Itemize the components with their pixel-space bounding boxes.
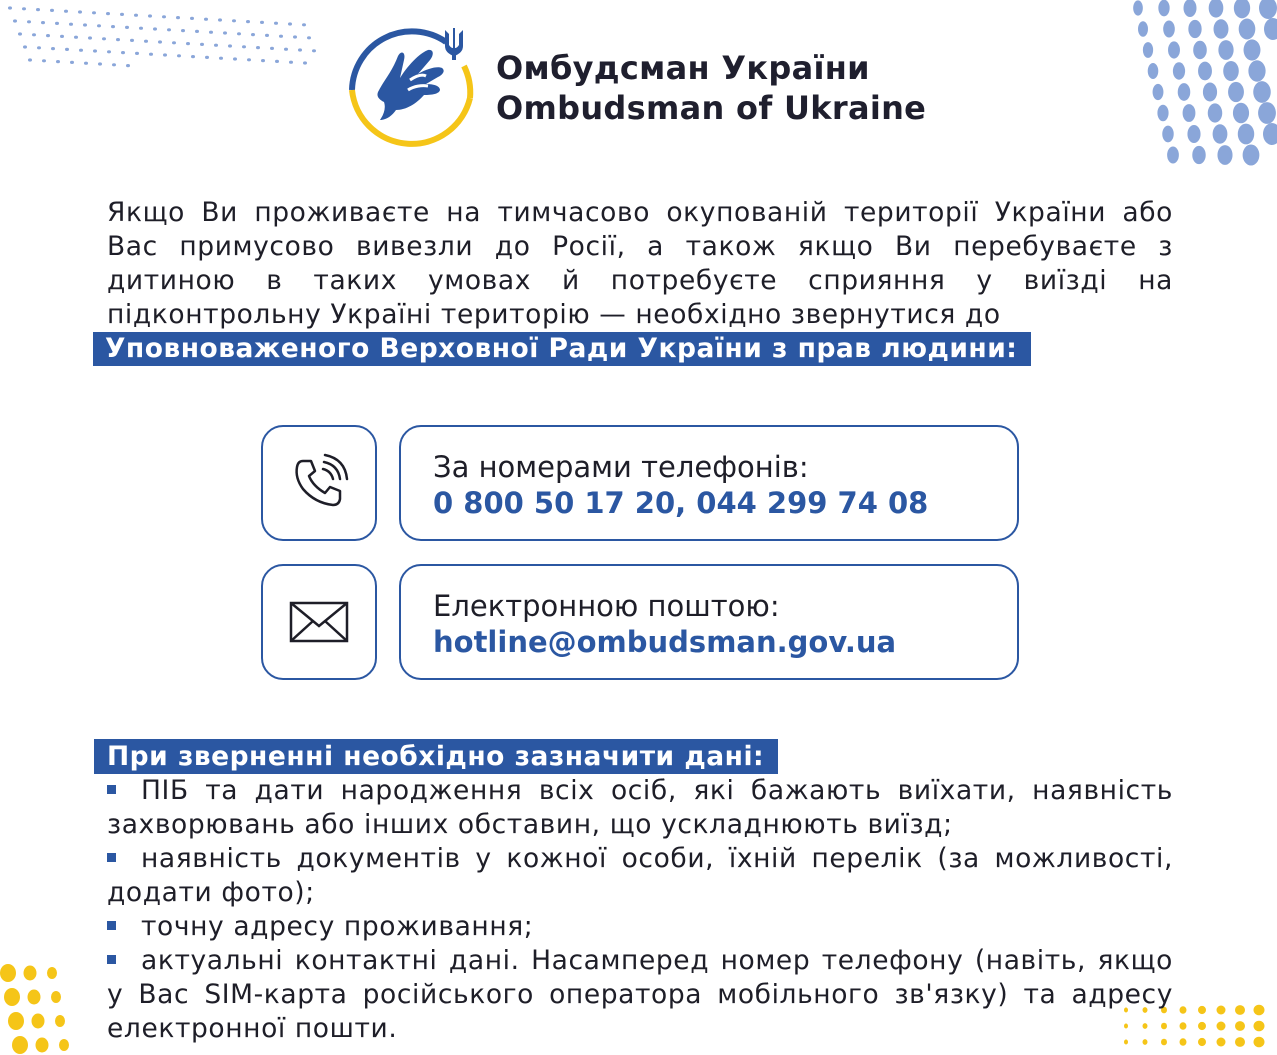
decorative-dots-top-left: [0, 0, 320, 70]
title-english: Ombudsman of Ukraine: [496, 89, 927, 127]
phone-numbers[interactable]: 0 800 50 17 20, 044 299 74 08: [433, 486, 929, 520]
requirements-list: [107, 774, 1173, 1046]
phone-label: За номерами телефонів:: [433, 450, 809, 484]
list-item: актуальні контактні дані. Насамперед номер телефону (навіть, якщо у Вас SIM-карта російського оператора мобільного зв'язку) та адресу електронної пошти.: [107, 945, 1173, 1044]
email-address[interactable]: hotline@ombudsman.gov.ua: [433, 625, 897, 659]
list-item: наявність документів у кожної особи, їхній перелік (за можливості, додати фото);: [107, 843, 1173, 908]
list-item: точну адресу проживання;: [107, 910, 1173, 944]
bullet-square-icon: [107, 921, 116, 930]
phone-contact-box: [399, 425, 1019, 541]
phone-icon: [289, 453, 349, 513]
email-contact-box: [399, 564, 1019, 680]
list-item: ПІБ та дати народження всіх осіб, які бажають виїхати, наявність захворювань або інших обставин, що ускладнюють виїзд;: [107, 775, 1173, 840]
bullet-square-icon: [107, 785, 116, 794]
intro-highlight: Уповноваженого Верховної Ради України з прав людини:: [93, 332, 1031, 366]
bullet-square-icon: [107, 955, 116, 964]
decorative-dots-bottom-left: [0, 955, 80, 1055]
title-ukrainian: Омбудсман України: [496, 49, 870, 87]
intro-paragraph: [107, 196, 1173, 366]
header-logo: [346, 22, 946, 154]
envelope-icon: [289, 600, 349, 644]
intro-text: Якщо Ви проживаєте на тимчасово окупованій території України або Вас примусово вивезли до Росії, а також якщо Ви перебуваєте з дитиною в таких умовах й потребуєте сприяння у виїзді на підконтрольну Україні територію — необхідно звернутися до: [107, 197, 1173, 330]
requirements-heading: При зверненні необхідно зазначити дані:: [94, 739, 778, 774]
bullet-square-icon: [107, 853, 116, 862]
decorative-dots-top-right: [1120, 0, 1277, 170]
trident-icon: [442, 26, 466, 60]
email-label: Електронною поштою:: [433, 589, 780, 623]
phone-icon-box: [261, 425, 377, 541]
email-icon-box: [261, 564, 377, 680]
